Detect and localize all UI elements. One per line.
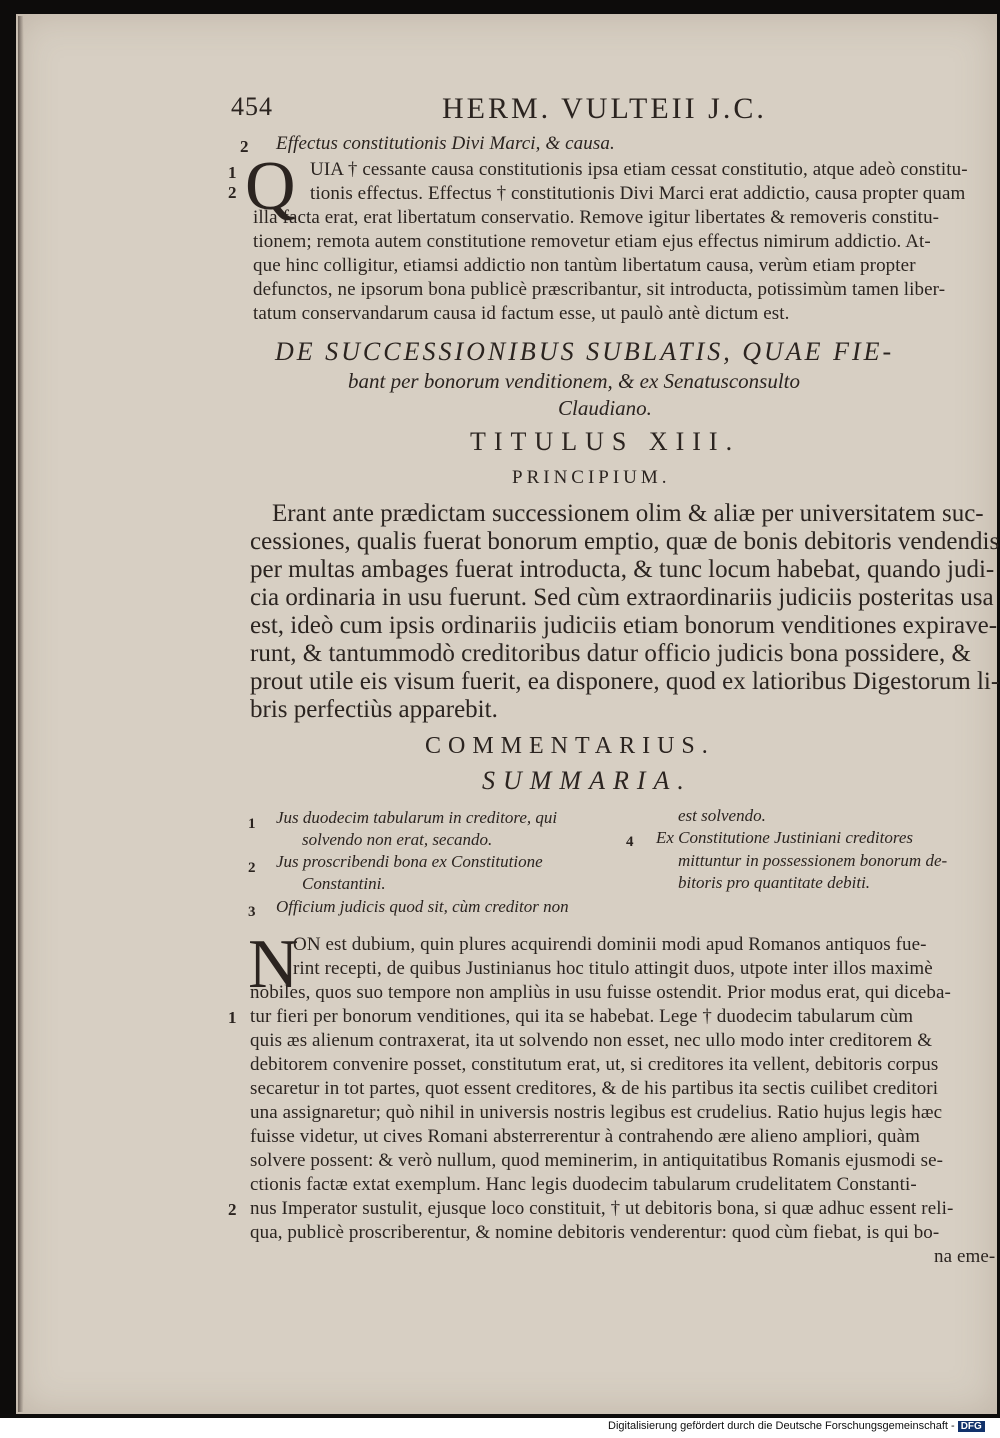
- summary-line: Ex Constitutione Justiniani creditores: [656, 828, 914, 847]
- drop-capital: Q: [245, 148, 296, 225]
- margin-number: 2: [228, 1200, 237, 1219]
- text-line: ctionis factæ extat exemplum. Hanc legis duodecim tabularum crudelitatem Constanti-: [250, 1174, 917, 1195]
- section-subtitle: bant per bonorum venditionem, & ex Senatusconsulto: [348, 369, 801, 393]
- running-title: HERM. VULTEII J.C.: [442, 92, 767, 125]
- summary-line: Constantini.: [302, 874, 386, 893]
- margin-number: 1: [228, 163, 237, 182]
- summary-line: Officium judicis quod sit, cùm creditor non: [276, 897, 569, 916]
- credit-text: Digitalisierung gefördert durch die Deutsche Forschungsgemeinschaft -: [608, 1420, 955, 1432]
- text-line: illa facta erat, erat libertatum conservatio. Remove igitur libertates & removeris constitu-: [253, 207, 940, 228]
- text-line: bris perfectiùs apparebit.: [250, 696, 498, 723]
- text-line: secaretur in tot partes, quot essent creditores, & de his partibus ita sectis cuilibet creditori: [250, 1078, 939, 1099]
- text-line: una assignaretur; quò nihil in universis nostris legibus est crudelius. Ratio hujus legis hæc: [250, 1102, 943, 1123]
- drop-capital: N: [248, 926, 299, 1003]
- text-line: tur fieri per bonorum venditiones, qui ita se habebat. Lege † duodecim tabularum cùm: [250, 1006, 914, 1027]
- text-line: ON est dubium, quin plures acquirendi dominii modi apud Romanos antiquos fue-: [293, 934, 927, 955]
- summary-line: est solvendo.: [678, 806, 766, 825]
- text-line: solvere possent: & verò nullum, quod meminerim, in antiquitatibus Romanis ejusmodi se-: [250, 1150, 944, 1171]
- dfg-logo: DFG: [958, 1421, 985, 1432]
- text-line: tionem; remota autem constitutione removetur etiam ejus effectus nimirum addictio. At-: [253, 231, 931, 252]
- text-line: nus Imperator sustulit, ejusque loco constituit, † ut debitoris bona, si quæ adhuc essent reli-: [250, 1198, 954, 1219]
- summary-line: bitoris pro quantitate debiti.: [678, 873, 871, 892]
- text-line: tatum conservandarum causa id factum esse, ut paulò antè dictum est.: [253, 303, 790, 324]
- text-line: quis æs alienum contraxerat, ita ut solvendo non esset, nec ullo modo inter creditorem &: [250, 1030, 933, 1051]
- text-line: nobiles, quos suo tempore non ampliùs in usu fuisse ostendit. Prior modus erat, qui diceba-: [250, 982, 951, 1003]
- section-title: DE SUCCESSIONIBUS SUBLATIS, QUAE FIE-: [275, 337, 895, 366]
- text-line: debitorem convenire posset, constitutum erat, ut, si creditores ita vellent, debitoris corpus: [250, 1054, 939, 1075]
- digitization-credit: [608, 1420, 985, 1432]
- margin-number: 1: [228, 1008, 237, 1027]
- text-line: defunctos, ne ipsorum bona publicè præscribantur, sit introducta, potissimùm tamen liber-: [253, 279, 946, 300]
- summary-number: 2: [248, 860, 256, 876]
- summary-line: mittuntur in possessionem bonorum de-: [678, 851, 948, 870]
- text-line: per multas ambages fuerat introducta, & tunc locum habebat, quando judi-: [250, 556, 995, 583]
- summary-line: Jus proscribendi bona ex Constitutione: [276, 852, 543, 871]
- text-line: rint recepti, de quibus Justinianus hoc titulo attingit duos, utpote inter illos maximè: [293, 958, 933, 979]
- text-line: cia ordinaria in usu fuerunt. Sed cùm extraordinariis judiciis posteritas usa: [250, 584, 994, 611]
- text-line: cessiones, qualis fuerat bonorum emptio, quæ de bonis debitoris vendendis: [250, 528, 1000, 555]
- page-edge-shadow: [18, 16, 24, 1412]
- section-subtitle: Claudiano.: [558, 396, 652, 420]
- margin-number: 2: [240, 137, 249, 156]
- text-line: que hinc colligitur, etiamsi addictio non tantùm libertatum causa, verùm etiam propter: [253, 255, 916, 276]
- text-line: qua, publicè proscriberentur, & nomine debitoris venderentur: quod cùm fiebat, is qui bo-: [250, 1222, 940, 1243]
- margin-number: 2: [228, 183, 237, 202]
- page-number: 454: [231, 92, 273, 121]
- text-line: Erant ante prædictam successionem olim & aliæ per universitatem suc-: [272, 500, 984, 527]
- summary-line: solvendo non erat, secando.: [302, 830, 493, 849]
- summary-number: 3: [248, 904, 256, 920]
- summary-line: Jus duodecim tabularum in creditore, qui: [276, 808, 558, 827]
- summaria-heading: SUMMARIA.: [482, 766, 692, 795]
- text-line: fuisse videtur, ut cives Romani absterrerentur à contrahendo ære alieno ampliori, quàm: [250, 1126, 920, 1147]
- commentarius-heading: COMMENTARIUS.: [425, 733, 715, 759]
- summary-number: 1: [248, 816, 256, 832]
- catchword: na eme-: [934, 1246, 996, 1267]
- summary-number: 4: [626, 834, 634, 850]
- text-line: tionis effectus. Effectus † constitutionis Divi Marci erat addictio, causa propter quam: [310, 183, 966, 204]
- titulus-heading: TITULUS XIII.: [470, 427, 741, 456]
- text-line: est, ideò cum ipsis ordinariis judiciis etiam bonorum venditiones expirave-: [250, 612, 998, 639]
- text-line: UIA † cessante causa constitutionis ipsa etiam cessat constitutio, atque adeò constitu-: [310, 159, 968, 180]
- principium-heading: PRINCIPIUM.: [512, 467, 671, 488]
- rubric: Effectus constitutionis Divi Marci, & causa.: [276, 133, 615, 154]
- text-line: prout utile eis visum fuerit, ea disponere, quod ex latioribus Digestorum li-: [250, 668, 1000, 695]
- text-line: runt, & tantummodò creditoribus datur officio judicis bona possidere, &: [250, 640, 971, 667]
